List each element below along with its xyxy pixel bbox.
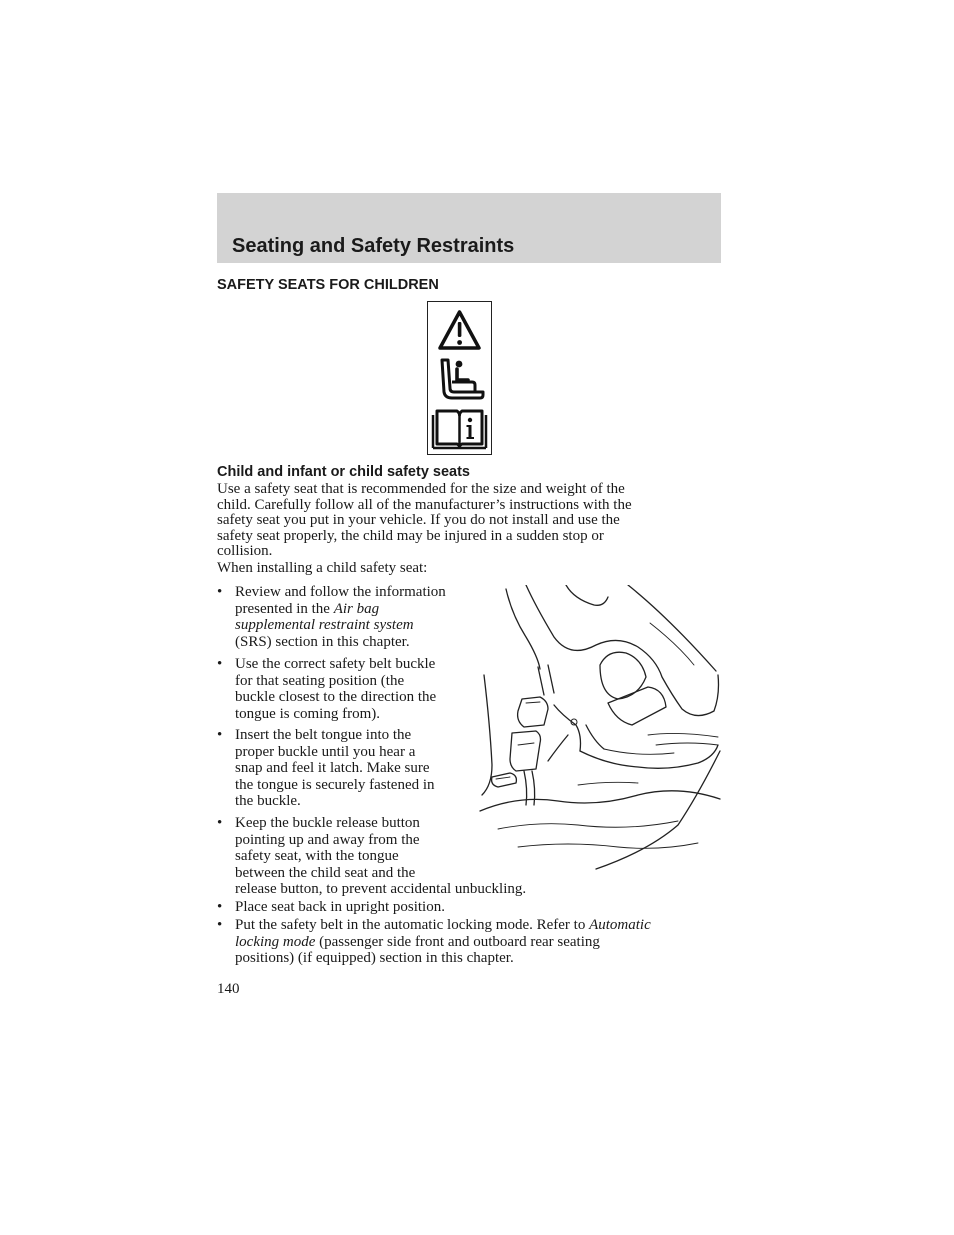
text-line: snap and feel it latch. Make sure <box>235 760 430 776</box>
text-span: presented in the <box>235 600 334 617</box>
text-line: for that seating position (the <box>235 672 405 689</box>
intro-line: collision. <box>217 543 273 559</box>
warning-symbol-panel <box>427 301 492 455</box>
intro-paragraph <box>217 482 727 560</box>
bullet-dot: • <box>217 656 223 672</box>
list-item-text <box>235 917 651 967</box>
intro-line: Use a safety seat that is recommended for the size and weight of the <box>217 481 625 497</box>
section-title: SAFETY SEATS FOR CHILDREN <box>217 277 439 293</box>
reference-title: Air bag <box>333 600 380 617</box>
intro-line: safety seat you put in your vehicle. If you do not install and use the <box>217 512 620 528</box>
text-line <box>235 917 651 934</box>
text-line: Insert the belt tongue into the <box>235 727 412 743</box>
text-line: proper buckle until you hear a <box>235 743 416 760</box>
text-line: the tongue is securely fastened in <box>235 776 435 793</box>
text-line <box>235 601 446 618</box>
bullet-dot: • <box>217 917 223 933</box>
child-seat-buckle-illustration <box>478 585 722 875</box>
warning-triangle-icon <box>428 306 491 356</box>
list-item-text <box>235 727 435 810</box>
reference-title: Automatic <box>589 917 651 933</box>
text-line: safety seat, with the tongue <box>235 848 399 864</box>
text-line <box>235 934 651 951</box>
child-seat-icon <box>428 354 491 404</box>
text-line: between the child seat and the <box>235 864 416 881</box>
text-line: Keep the buckle release button <box>235 815 420 831</box>
intro-line: safety seat properly, the child may be injured in a sudden stop or <box>217 527 604 544</box>
reference-title: locking mode <box>235 933 316 950</box>
page-number: 140 <box>217 981 240 997</box>
text-line: Place seat back in upright position. <box>235 899 445 915</box>
text-line: release button, to prevent accidental unbuckling. <box>235 881 527 897</box>
text-line: Use the correct safety belt buckle <box>235 656 436 672</box>
text-line <box>235 617 446 634</box>
header-band <box>217 193 721 263</box>
text-line: buckle closest to the direction the <box>235 689 437 705</box>
list-item-text <box>235 584 446 650</box>
installing-intro: When installing a child safety seat: <box>217 560 428 576</box>
list-item-text <box>235 656 436 722</box>
text-line: tongue is coming from). <box>235 705 380 722</box>
subsection-title: Child and infant or child safety seats <box>217 464 470 480</box>
text-span: (passenger side front and outboard rear seating <box>315 933 600 950</box>
text-line: the buckle. <box>235 793 301 809</box>
bullet-dot: • <box>217 899 223 915</box>
list-item-text <box>235 899 445 916</box>
owner-manual-info-icon <box>428 404 491 452</box>
bullet-dot: • <box>217 815 223 831</box>
text-line: pointing up and away from the <box>235 831 420 848</box>
text-span: Put the safety belt in the automatic locking mode. Refer to <box>235 917 590 933</box>
intro-line: child. Carefully follow all of the manufacturer’s instructions with the <box>217 496 632 513</box>
reference-title: supplemental restraint system <box>235 617 414 633</box>
bullet-dot: • <box>217 584 223 600</box>
page-title: Seating and Safety Restraints <box>232 235 515 257</box>
text-line: (SRS) section in this chapter. <box>235 633 410 650</box>
text-line: Review and follow the information <box>235 584 446 600</box>
bullet-dot: • <box>217 727 223 743</box>
text-line: positions) (if equipped) section in this chapter. <box>235 950 514 966</box>
